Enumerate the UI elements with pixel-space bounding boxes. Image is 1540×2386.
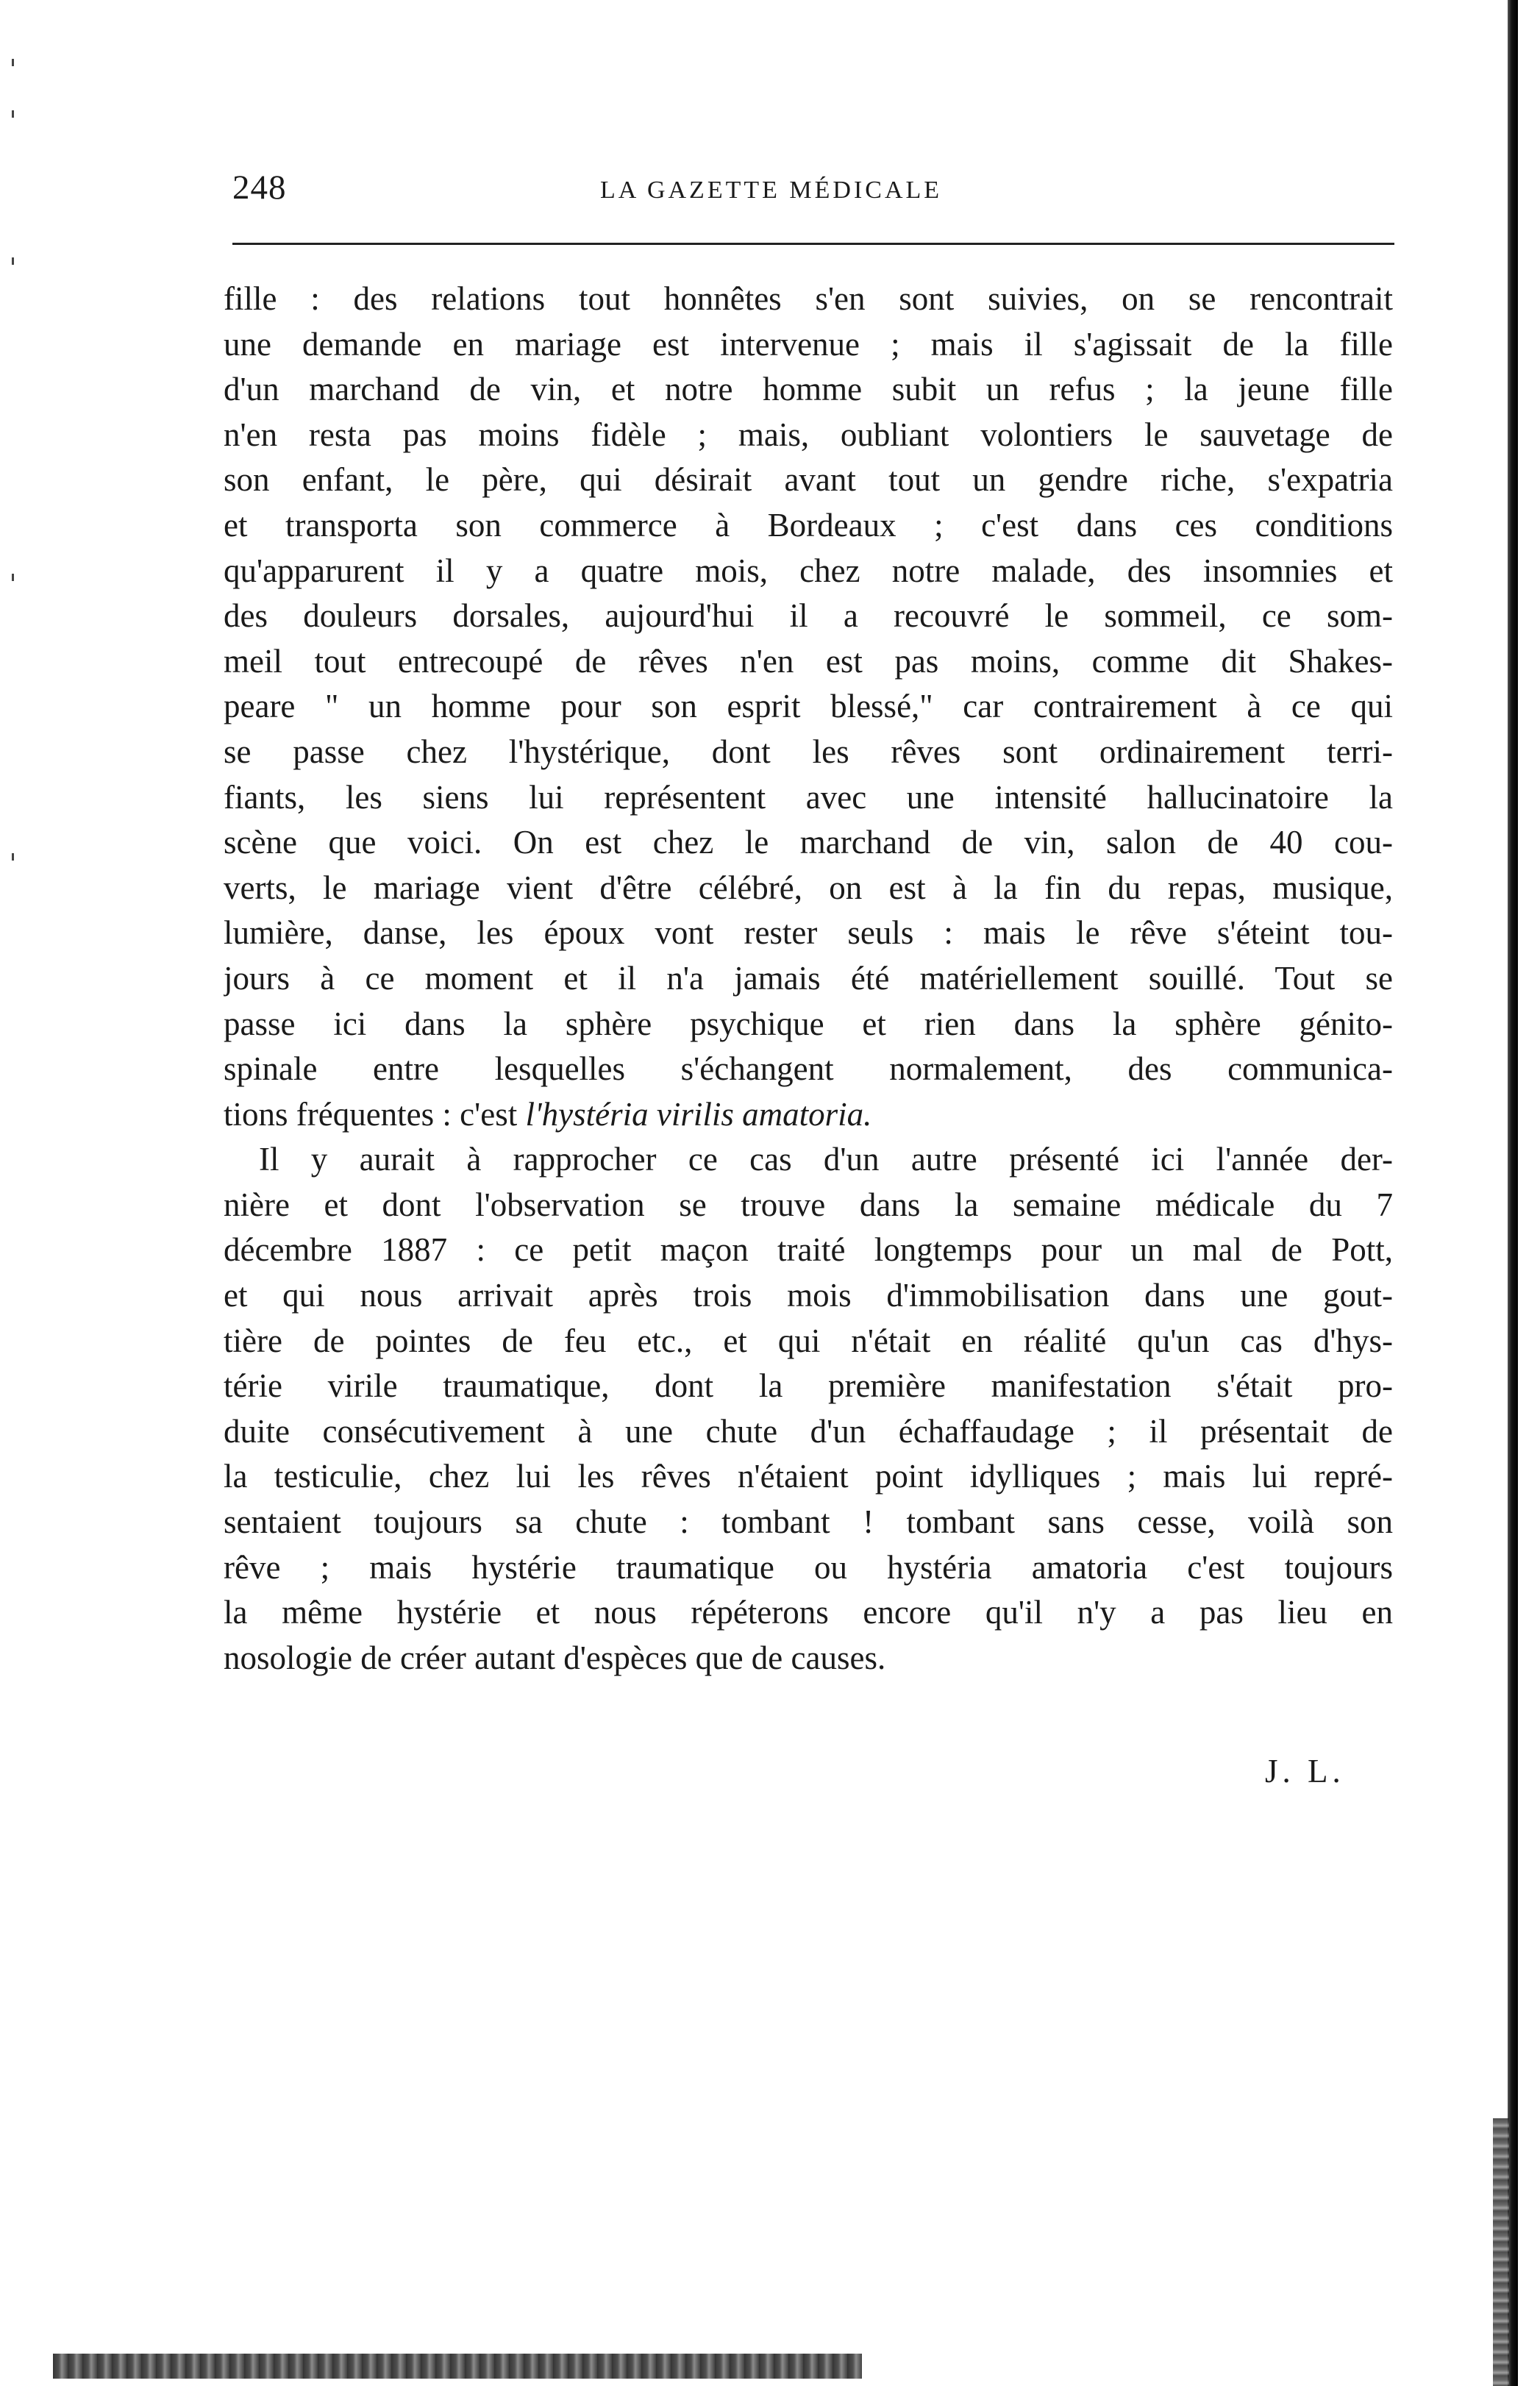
author-signature: J. L. bbox=[1265, 1753, 1345, 1790]
text-line-paragraph-end: nosologie de créer autant d'espèces que de causes. bbox=[224, 1639, 886, 1676]
text-line: nière et dont l'observation se trouve dans la semaine médicale du 7 bbox=[224, 1186, 1393, 1223]
text-line: la testiculie, chez lui les rêves n'étaient point idylliques ; mais lui repré- bbox=[224, 1458, 1393, 1495]
text-line: verts, le mariage vient d'être célébré, on est à la fin du repas, musique, bbox=[224, 869, 1393, 906]
header-rule bbox=[232, 243, 1394, 245]
text-line: térie virile traumatique, dont la première manifestation s'était pro- bbox=[224, 1367, 1393, 1405]
text-line: qu'apparurent il y a quatre mois, chez notre malade, des insomnies et bbox=[224, 552, 1393, 589]
text-line: et qui nous arrivait après trois mois d'immobilisation dans une gout- bbox=[224, 1277, 1393, 1314]
text-line: et transporta son commerce à Bordeaux ; c'est dans ces conditions bbox=[224, 506, 1393, 544]
text-line-paragraph-start: Il y aurait à rapprocher ce cas d'un autre présenté ici l'année der- bbox=[259, 1141, 1393, 1178]
scan-edge-shadow-bottom bbox=[53, 2354, 862, 2379]
article-body bbox=[224, 277, 1393, 1681]
text-line-segment: tions fréquentes : c'est bbox=[224, 1095, 526, 1133]
scan-speck bbox=[12, 110, 14, 118]
text-line: jours à ce moment et il n'a jamais été matériellement souillé. Tout se bbox=[224, 959, 1393, 997]
text-line: des douleurs dorsales, aujourd'hui il a recouvré le sommeil, ce som- bbox=[224, 597, 1393, 635]
scan-speck bbox=[12, 574, 14, 581]
scan-speck bbox=[12, 257, 14, 265]
page-number: 248 bbox=[232, 168, 287, 207]
text-line: meil tout entrecoupé de rêves n'en est pas moins, comme dit Shakes- bbox=[224, 642, 1393, 680]
text-line: d'un marchand de vin, et notre homme subit un refus ; la jeune fille bbox=[224, 371, 1393, 408]
scan-edge-noise-right bbox=[1493, 2118, 1509, 2386]
text-line: tière de pointes de feu etc., et qui n'était en réalité qu'un cas d'hys- bbox=[224, 1322, 1393, 1359]
text-line: scène que voici. On est chez le marchand de vin, salon de 40 cou- bbox=[224, 824, 1393, 861]
scan-edge-shadow-right bbox=[1508, 0, 1518, 2386]
text-line: se passe chez l'hystérique, dont les rêves sont ordinairement terri- bbox=[224, 733, 1393, 770]
text-line: peare " un homme pour son esprit blessé," car contrairement à ce qui bbox=[224, 688, 1393, 725]
text-line: lumière, danse, les époux vont rester seuls : mais le rêve s'éteint tou- bbox=[224, 914, 1393, 952]
page-header bbox=[232, 168, 1394, 219]
scan-speck bbox=[12, 853, 14, 861]
text-line: duite consécutivement à une chute d'un échaffaudage ; il présentait de bbox=[224, 1412, 1393, 1450]
text-line: son enfant, le père, qui désirait avant tout un gendre riche, s'expatria bbox=[224, 461, 1393, 499]
text-line: la même hystérie et nous répéterons encore qu'il n'y a pas lieu en bbox=[224, 1594, 1393, 1631]
text-line: rêve ; mais hystérie traumatique ou hystéria amatoria c'est toujours bbox=[224, 1548, 1393, 1586]
italic-phrase: l'hystéria virilis amatoria. bbox=[525, 1095, 872, 1133]
text-line: spinale entre lesquelles s'échangent normalement, des communica- bbox=[224, 1050, 1393, 1088]
running-title: LA GAZETTE MÉDICALE bbox=[600, 177, 943, 204]
text-line: décembre 1887 : ce petit maçon traité longtemps pour un mal de Pott, bbox=[224, 1231, 1393, 1269]
scan-speck bbox=[12, 59, 14, 66]
text-line: n'en resta pas moins fidèle ; mais, oubliant volontiers le sauvetage de bbox=[224, 416, 1393, 453]
text-line: passe ici dans la sphère psychique et rien dans la sphère génito- bbox=[224, 1005, 1393, 1042]
text-line: fille : des relations tout honnêtes s'en sont suivies, on se rencontrait bbox=[224, 280, 1393, 317]
text-line: une demande en mariage est intervenue ; mais il s'agissait de la fille bbox=[224, 325, 1393, 363]
text-line: fiants, les siens lui représentent avec une intensité hallucinatoire la bbox=[224, 778, 1393, 816]
text-line-paragraph-end bbox=[224, 1092, 1393, 1138]
text-line: sentaient toujours sa chute : tombant ! tombant sans cesse, voilà son bbox=[224, 1503, 1393, 1541]
